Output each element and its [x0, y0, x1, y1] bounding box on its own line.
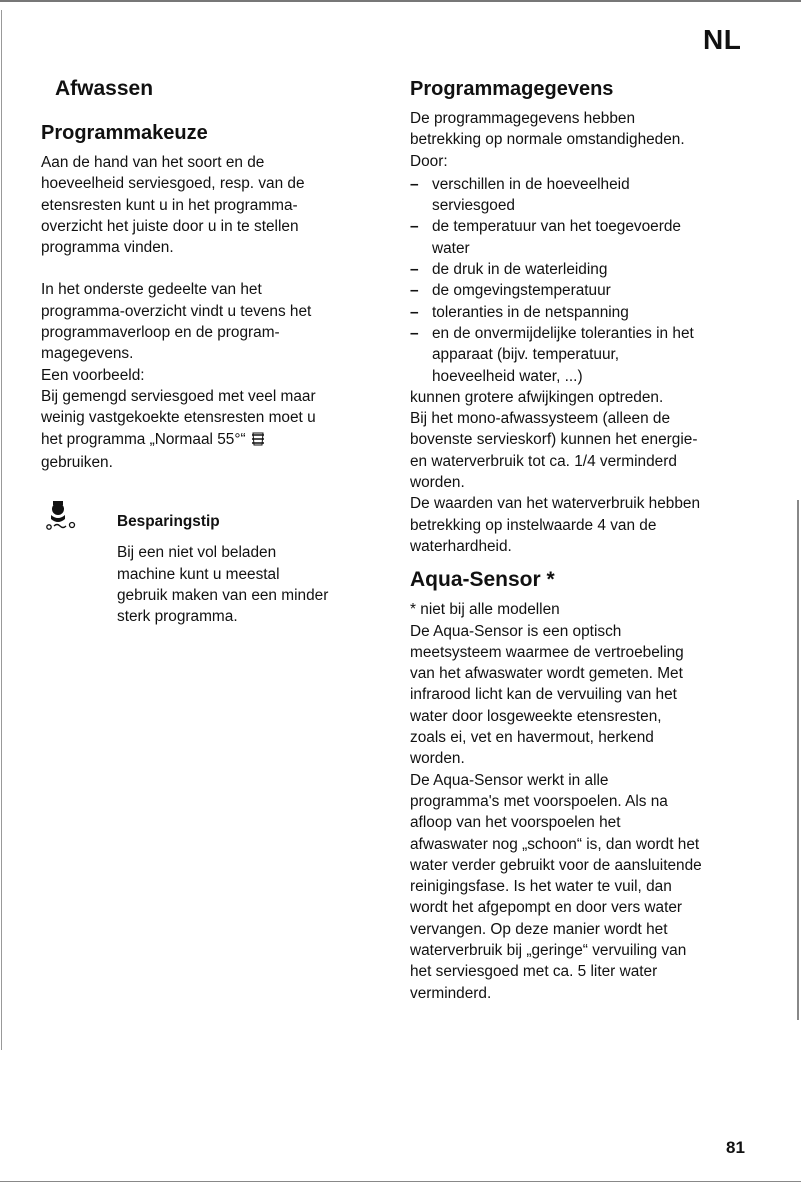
text-line: Door: — [410, 152, 448, 170]
text-line: betrekking op instelwaarde 4 van de — [410, 516, 657, 534]
text-line: de druk in de waterleiding — [432, 261, 608, 279]
aqua-note: * niet bij alle modellen — [410, 601, 560, 619]
text-line: Aan de hand van het soort en de — [41, 154, 265, 171]
tip-title: Besparingstip — [117, 513, 220, 531]
text-line: hoeveelheid serviesgoed, resp. van de — [41, 175, 305, 193]
text-line: betrekking op normale omstandigheden. — [410, 131, 685, 149]
text-line: afwaswater nog „schoon“ is, dan wordt het — [410, 835, 700, 853]
section-title-programmagegevens: Programmagegevens — [410, 78, 614, 100]
text-line: De Aqua-Sensor werkt in alle — [410, 771, 609, 789]
text-line: de omgevingstemperatuur — [432, 282, 611, 300]
text-line: worden. — [410, 474, 465, 492]
text-line: In het onderste gedeelte van het — [41, 281, 262, 299]
text-line: weinig vastgekoekte etensresten moet u — [41, 409, 316, 427]
text-line: sterk programma. — [117, 608, 238, 626]
chapter-title: Afwassen — [55, 77, 154, 100]
text-line: De Aqua-Sensor is een optisch — [410, 622, 622, 640]
paragraph-example — [41, 386, 376, 473]
deviation-causes-list — [410, 174, 770, 387]
text-line: programma vinden. — [41, 239, 174, 257]
text-line: etensresten kunt u in het programma- — [41, 196, 298, 214]
dash: – — [410, 282, 419, 300]
text-line: water door losgeweekte etensresten, — [410, 707, 662, 725]
list-item — [410, 302, 770, 323]
text-line: De waarden van het waterverbruik hebben — [410, 495, 701, 513]
eco-tip-icon — [41, 497, 81, 533]
text-line: gebruik maken van een minder — [117, 587, 329, 605]
text-line: infrarood licht kan de vervuiling van het — [410, 686, 677, 704]
list-item — [410, 216, 770, 259]
text-line: en waterverbruik tot ca. 1/4 verminderd — [410, 452, 677, 470]
paragraph-aqua-1 — [410, 621, 770, 770]
text-line: van het afwaswater wordt gemeten. Met — [410, 665, 683, 683]
text-line: Bij het mono-afwassysteem (alleen de — [410, 410, 671, 428]
text-line: het programma „Normaal 55°“ — [41, 430, 246, 448]
text-line: bovenste servieskorf) kunnen het energie- — [410, 431, 698, 449]
text-line: apparaat (bijv. temperatuur, — [432, 346, 620, 364]
dash: – — [410, 261, 419, 279]
text-line: afloop van het voorspoelen het — [410, 814, 621, 832]
text-line: programma's met voorspoelen. Als na — [410, 792, 668, 810]
text-line: verminderd. — [410, 984, 492, 1002]
text-line: De programmagegevens hebben — [410, 110, 636, 127]
left-edge-line — [1, 10, 2, 1050]
left-column — [41, 76, 376, 628]
text-line: magegevens. — [41, 345, 134, 363]
text-line: waterhardheid. — [410, 537, 512, 555]
text-line: wordt het afgepompt en door vers water — [410, 899, 683, 917]
example-label: Een voorbeeld: — [41, 366, 145, 384]
text-line: toleranties in de netspanning — [432, 303, 629, 321]
paragraph-values — [410, 493, 770, 557]
paragraph-aqua-2 — [410, 770, 770, 1004]
dash: – — [410, 303, 419, 321]
text-line: machine kunt u meestal — [117, 565, 280, 583]
dash: – — [410, 175, 419, 193]
text-line: Bij gemengd serviesgoed met veel maar — [41, 387, 316, 405]
text-line: gebruiken. — [41, 453, 113, 471]
text-line: het serviesgoed met ca. 5 liter water — [410, 963, 658, 981]
paragraph-intro — [41, 152, 376, 258]
after-list-line: kunnen grotere afwijkingen optreden. — [410, 388, 664, 406]
language-code: NL — [703, 24, 742, 55]
text-line: meetsysteem waarmee de vertroebeling — [410, 643, 684, 661]
list-item — [410, 174, 770, 217]
page-number: 81 — [726, 1138, 745, 1157]
text-line: water — [432, 239, 470, 257]
text-line: en de onvermijdelijke toleranties in het — [432, 324, 694, 342]
text-line: zoals ei, vet en havermout, herkend — [410, 729, 654, 747]
text-line: waterverbruik bij „geringe“ vervuiling van — [410, 941, 687, 959]
text-line: overzicht het juiste door u in te stellen — [41, 217, 299, 235]
program-symbol-icon — [250, 431, 266, 452]
saving-tip — [41, 497, 376, 627]
text-line: hoeveelheid water, ...) — [432, 367, 583, 385]
text-line: water verder gebruikt voor de aansluitende — [410, 856, 702, 874]
paragraph-intro-right — [410, 108, 770, 172]
paragraph-overview — [41, 279, 376, 364]
list-item — [410, 323, 770, 387]
tip-body — [117, 542, 376, 627]
top-rule — [0, 0, 801, 2]
list-item — [410, 280, 770, 301]
bottom-rule — [0, 1181, 801, 1182]
text-line: programmaverloop en de program- — [41, 324, 280, 342]
text-line: worden. — [410, 750, 465, 768]
section-title-programmakeuze: Programmakeuze — [41, 122, 208, 144]
right-edge-line — [797, 500, 799, 1020]
section-title-aqua-sensor: Aqua-Sensor * — [410, 568, 555, 592]
list-item — [410, 259, 770, 280]
text-line: verschillen in de hoeveelheid — [432, 175, 630, 193]
text-line: vervangen. Op deze manier wordt het — [410, 920, 668, 938]
paragraph-mono — [410, 408, 770, 493]
text-line: programma-overzicht vindt u tevens het — [41, 302, 312, 320]
text-line: de temperatuur van het toegevoerde — [432, 218, 681, 236]
text-line: serviesgoed — [432, 197, 515, 215]
right-column — [410, 76, 770, 1004]
text-line: reinigingsfase. Is het water te vuil, dan — [410, 878, 672, 896]
dash: – — [410, 324, 419, 342]
dash: – — [410, 218, 419, 236]
text-line: Bij een niet vol beladen — [117, 544, 277, 562]
